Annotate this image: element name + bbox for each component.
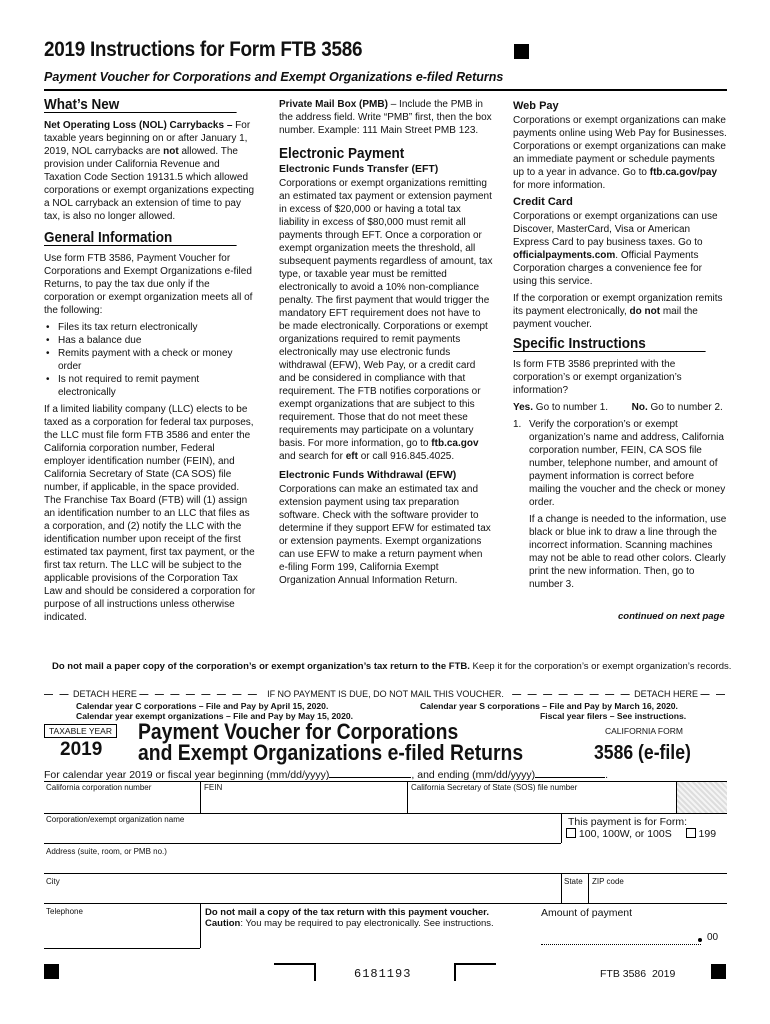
web-pay-heading: Web Pay [513,100,559,112]
column-1 [44,98,258,628]
grid-line [561,813,562,843]
credit-card-heading: Credit Card [513,196,573,208]
taxable-year-label: TAXABLE YEAR [44,724,117,738]
sos-file-number-field[interactable]: California Secretary of State (SOS) file number [411,783,578,792]
period-line: For calendar year 2019 or fiscal year beginning (mm/dd/yyyy) , and ending (mm/dd/yyyy) . [44,769,609,781]
caution-text: : You may be required to pay electronically. See instructions. [240,918,494,929]
web-pay-text-a: Corporations or exempt organizations can make payments online using Web Pay for Businesses. Corporations or exempt organizations can make an immediate payment or schedule payments up to a year in advance. Go to [513,115,727,178]
caution-label: Caution [205,918,241,929]
item-number: 1. [513,419,522,430]
telephone-field[interactable]: Telephone [46,907,83,916]
no-mail-copy-note [205,907,527,929]
form-options [566,828,716,840]
list-item: • Is not required to remit payment electronically [44,373,258,399]
credit-card-paragraph [513,210,727,288]
organization-name-field[interactable]: Corporation/exempt organization name [46,815,185,824]
efw-heading: Electronic Funds Withdrawal (EFW) [279,469,457,481]
grid-line [44,873,727,874]
grid-line [407,781,408,813]
no-text: Go to number 2. [647,402,723,413]
checkbox-199[interactable] [686,828,696,838]
eft-text-b: and search for [279,451,346,462]
payment-for-label: This payment is for Form: [568,816,688,828]
period-end-field[interactable] [535,769,605,778]
official-payments-link[interactable]: officialpayments.com [513,250,616,261]
address-field[interactable]: Address (suite, room, or PMB no.) [46,847,167,856]
detach-right-label: DETACH HERE [634,689,698,699]
no-label: No. [631,402,648,413]
ftb-link[interactable]: ftb.ca.gov [431,438,479,449]
nol-heading: Net Operating Loss (NOL) Carrybacks – [44,120,233,131]
list-item: • Files its tax return electronically [44,321,258,334]
detach-middle: IF NO PAYMENT IS DUE, DO NOT MAIL THIS VOUCHER. [267,689,504,699]
pmb-paragraph [279,98,493,137]
continued-note: continued on next page [618,611,725,622]
remit-text-b: mail the payment voucher. [513,306,698,330]
detach-left: — — DETACH HERE — — — — — — — — [44,689,259,699]
due-c: Calendar year C corporations – File and Pay by April 15, 2020. [76,701,329,711]
nol-text-a: For taxable years beginning on or after January 1, 2019, NOL carrybacks are [44,120,251,157]
city-field[interactable]: City [46,877,60,886]
period-end-label: , and ending (mm/dd/yyyy) [411,769,536,781]
credit-card-text-a: Corporations or exempt organizations can use Discover, MasterCard, Visa or American Express Card to pay business taxes. Go to [513,211,718,248]
notice-normal: Keep it for the corporation’s or exempt organization’s records. [469,661,732,672]
web-pay-text-b: for more information. [513,180,606,191]
corner-mark-right [454,963,496,981]
due-exempt: Calendar year exempt organizations – File and Pay by May 15, 2020. [76,711,354,721]
yes-label: Yes. [513,402,534,413]
remit-paragraph [513,292,727,331]
corp-number-field[interactable]: California corporation number [46,783,152,792]
zip-field[interactable]: ZIP code [592,877,624,886]
detach-left-label: DETACH HERE [73,689,137,699]
california-form-label: CALIFORNIA FORM [605,726,683,736]
general-text: Use form FTB 3586, Payment Voucher for Corporations and Exempt Organizations e-filed Returns, to pay the tax due only if the corporation or exempt organization meets all of the following: [44,253,253,316]
grid-line [44,948,200,949]
web-pay-link[interactable]: ftb.ca.gov/pay [649,167,718,178]
fein-field[interactable]: FEIN [204,783,223,792]
tax-year: 2019 [60,739,103,760]
period-begin-label: For calendar year 2019 or fiscal year beginning (mm/dd/yyyy) [44,769,330,781]
general-information-heading: General Information [44,231,237,246]
corner-mark-left [274,963,316,981]
period-begin-field[interactable] [329,769,411,778]
option-100-label: 100, 100W, or 100S [578,828,672,840]
due-s: Calendar year S corporations – File and Pay by March 16, 2020. [420,701,678,711]
preprinted-question: Is form FTB 3586 preprinted with the corporation’s or exempt organization’s information? [513,359,682,396]
grid-line [44,903,727,904]
decimal-point [698,938,702,942]
list-item: • Has a balance due [44,334,258,347]
pmb-heading: Private Mail Box (PMB) [279,99,388,110]
yes-text: Go to number 1. [533,402,609,413]
eft-search-term: eft [345,451,358,462]
option-199-label: 199 [698,828,717,840]
page-subtitle: Payment Voucher for Corporations and Exempt Organizations e-filed Returns [44,70,504,84]
eft-paragraph [279,177,493,463]
no-mail-bold: Do not mail a copy of the tax return with this payment voucher. [205,907,489,918]
eft-text-a: Corporations or exempt organizations remitting an estimated tax payment or extension payment in excess of $20,000 or having a total tax liability in excess of $80,000 must remit all payments through EFT. Once a corporation or exempt organization meets the threshold, all subsequent payments regardless of amount, tax type, or taxable year must be remitted electronically to avoid a 10% non-compliance penalty. The first payment that would trigger the mandatory EFT requirement does not have to be made electronically. Corporations or exempt organizations required to remit payments electronically may use electronic funds withdrawal (EFW), Web Pay, or a credit card and be considered in compliance with that requirement. The FTB notifies corporations or exempt organizations that are subject to this requirement. Those that do not meet these requirements may participate on a voluntary basis. For more information, go to [279,178,493,449]
form-number: 3586 (e-file) [594,742,691,764]
yes-no-line [513,401,727,414]
grid-line [44,781,727,782]
grid-line [200,781,201,813]
registration-mark-bottom-right [711,964,726,979]
item-1-text-2: If a change is needed to the information, use black or blue ink to draw a line through the incorrect information. Scanning machines may not be able to read other colors. Clearly print the new information. Then, go to number 3. [529,514,727,590]
do-not-mail-notice [52,661,731,672]
nol-text-b: allowed. The provision under California Revenue and Taxation Code Section 19131.5 which allowed corporations or exempt organizations expecting a NOL carryback an extension of time to pay tax, is also no longer allowed. [44,146,255,222]
grid-line [200,903,201,948]
form-barcode-number: 6181193 [354,967,412,981]
grid-line [588,873,589,903]
voucher-title-line-1: Payment Voucher for Corporations [138,719,459,744]
nol-paragraph [44,119,258,223]
amount-label: Amount of payment [541,907,633,919]
checkbox-100[interactable] [566,828,576,838]
whats-new-heading: What’s New [44,98,237,113]
list-item: • Remits payment with a check or money order [44,347,258,373]
detach-line [44,689,727,699]
footer-form-label: FTB 3586 2019 [600,968,676,980]
llc-paragraph: If a limited liability company (LLC) elects to be taxed as a corporation for federal tax purposes, the LLC must file form FTB 3586 and enter the California corporation number, Federal employer identification number (FEIN), and California Secretary of State (CA SOS) file number, if applicable, in the space provided. The Franchise Tax Board (FTB) will (1) assign an identification number to an LLC that files as a corporation, and (2) notify the LLC with the identification number upon receipt of the first estimated tax payment, first tax payment, or the first tax return. The LLC will be subject to the applicable provisions of the Corporation Tax Law and should be considered a corporation for purpose of all instructions unless otherwise indicated. [44,404,256,623]
registration-mark-top [514,44,529,59]
nol-not: not [163,146,179,157]
electronic-payment-heading: Electronic Payment [279,145,405,162]
grid-line [44,843,561,844]
column-3 [513,98,727,595]
specific-instructions-heading: Specific Instructions [513,337,706,352]
notice-bold: Do not mail a paper copy of the corporation’s or exempt organization’s tax return to the FTB. [52,661,470,672]
cents-value: 00 [707,932,719,943]
state-field[interactable]: State [564,877,583,886]
remit-text-a: If the corporation or exempt organization remits its payment electronically, [513,293,723,317]
amount-field[interactable] [541,944,701,945]
remit-do-not: do not [629,306,661,317]
detach-right: — — — — — — — — DETACH HERE — — [512,689,727,699]
grid-line [44,813,727,814]
eft-heading: Electronic Funds Transfer (EFT) [279,163,439,175]
grid-line [561,873,562,903]
eft-text-c: or call 916.845.4025. [357,451,455,462]
efw-paragraph: Corporations can make an estimated tax and extension payment using tax preparation software. Check with the software provider to determine if they support EFW for estimated tax or extension payments. Exempt organizations can use EFW to make a return payment when e-filing Form 199, California Exempt Organization Annual Information Return. [279,484,491,586]
pmb-text: – Include the PMB in the address field. Write “PMB” first, then the box number. Example: 111 Main Street PMB 123. [279,99,492,136]
web-pay-paragraph [513,114,727,192]
header-rule [44,89,727,91]
page-title: 2019 Instructions for Form FTB 3586 [44,38,363,61]
column-2 [279,98,493,591]
due-fiscal: Fiscal year filers – See instructions. [540,711,687,721]
item-1-text: Verify the corporation’s or exempt organization’s name and address, California corporation number, FEIN, CA SOS file number, telephone number, and amount of payment information is correct before mailing the voucher and the check or money order. [529,419,726,508]
voucher-title-line-2: and Exempt Organizations e-filed Returns [138,740,524,765]
credit-card-text-b: . Official Payments Corporation charges a convenience fee for using this service. [513,250,703,287]
registration-mark-bottom-left [44,964,59,979]
scan-area [677,782,727,813]
requirements-list [44,321,258,399]
instruction-item-1 [513,418,727,595]
